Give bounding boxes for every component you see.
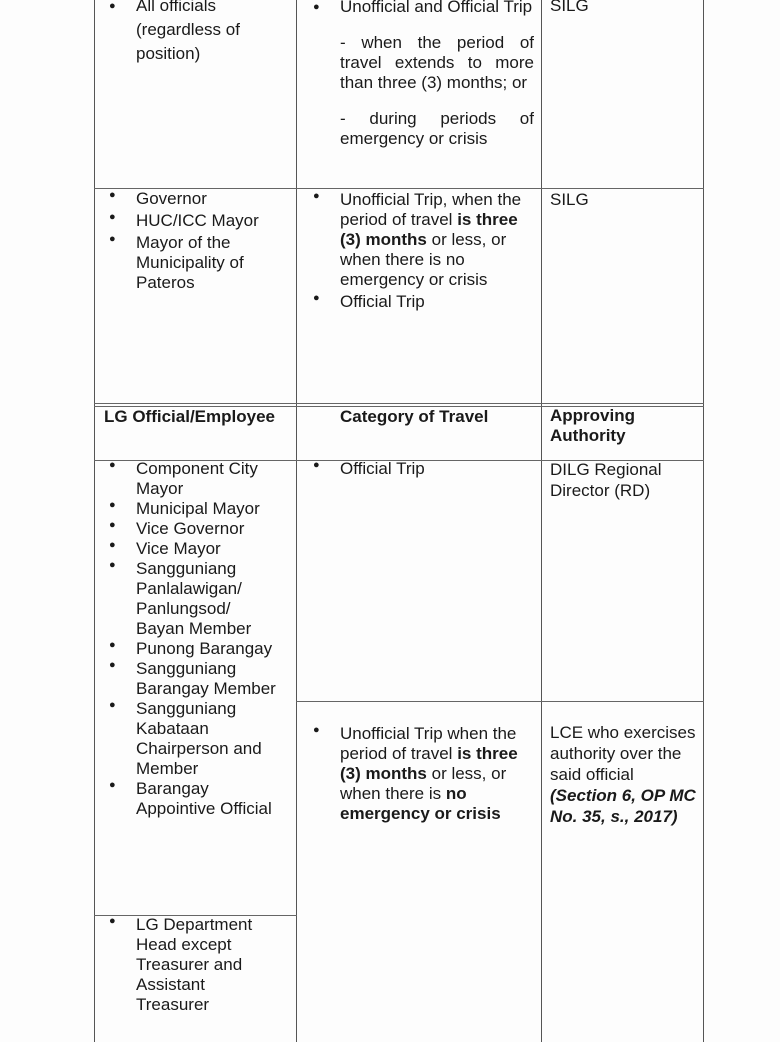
- category-list: [340, 190, 540, 312]
- list-item: ● LG Department Head except Treasurer and Assistant Treasurer: [136, 915, 271, 1015]
- list-item: ● Vice Governor: [136, 519, 291, 539]
- category-condition: - when the period of travel extends to more than three (3) months; or: [340, 33, 534, 92]
- list-item: ● Governor: [136, 189, 291, 209]
- officials-list: [136, 0, 286, 66]
- officials-list: [136, 915, 271, 1015]
- header-approving-authority: Approving Authority: [550, 406, 635, 445]
- approving-authority: SILG: [550, 0, 589, 15]
- approving-authority: SILG: [550, 190, 589, 209]
- list-item: ● Sangguniang Barangay Member: [136, 659, 291, 699]
- list-item: ● Unofficial and Official Trip: [340, 0, 534, 17]
- list-item: ● Unofficial Trip when the period of travel is three (3) months or less, or when there is no emergency or crisis: [340, 724, 535, 824]
- table-bottom-border: [94, 403, 704, 404]
- list-item: ● Vice Mayor: [136, 539, 291, 559]
- list-item: ● Sangguniang Kabataan Chairperson and Member: [136, 699, 276, 779]
- header-lg-official: LG Official/Employee: [104, 407, 275, 426]
- list-item: ● Official Trip: [340, 459, 535, 479]
- header-category: Category of Travel: [340, 407, 489, 426]
- list-item: ● Sangguniang Panlalawigan/ Panlungsod/ Bayan Member: [136, 559, 256, 639]
- list-item: ● Unofficial Trip, when the period of travel is three (3) months or less, or when there is no emergency or crisis: [340, 190, 540, 290]
- approving-authority: LCE who exercises authority over the said official (Section 6, OP MC No. 35, s., 2017): [550, 723, 696, 826]
- list-item: ● Barangay Appointive Official: [136, 779, 291, 819]
- category-list: [340, 724, 535, 824]
- list-item: ● Mayor of the Municipality of Pateros: [136, 233, 291, 293]
- column-divider-1: [296, 0, 297, 1042]
- category-list: [340, 459, 535, 479]
- list-item: ● Punong Barangay: [136, 639, 291, 659]
- category-condition: - during periods of emergency or crisis: [340, 109, 534, 148]
- category-cell: [340, 0, 534, 149]
- officials-list: [136, 189, 291, 293]
- row-divider: [296, 701, 704, 702]
- officials-list: [136, 459, 291, 819]
- list-item: ● Official Trip: [340, 292, 540, 312]
- column-divider-2: [541, 0, 542, 1042]
- table-border-right: [703, 0, 704, 1042]
- list-item: ● Municipal Mayor: [136, 499, 291, 519]
- list-item: ● All officials (regardless of position): [136, 0, 286, 66]
- approving-authority: DILG Regional Director (RD): [550, 460, 662, 500]
- legal-reference: (Section 6, OP MC No. 35, s., 2017): [550, 786, 696, 826]
- table-border-left: [94, 0, 95, 1042]
- list-item: ● HUC/ICC Mayor: [136, 211, 291, 231]
- list-item: ● Component City Mayor: [136, 459, 291, 499]
